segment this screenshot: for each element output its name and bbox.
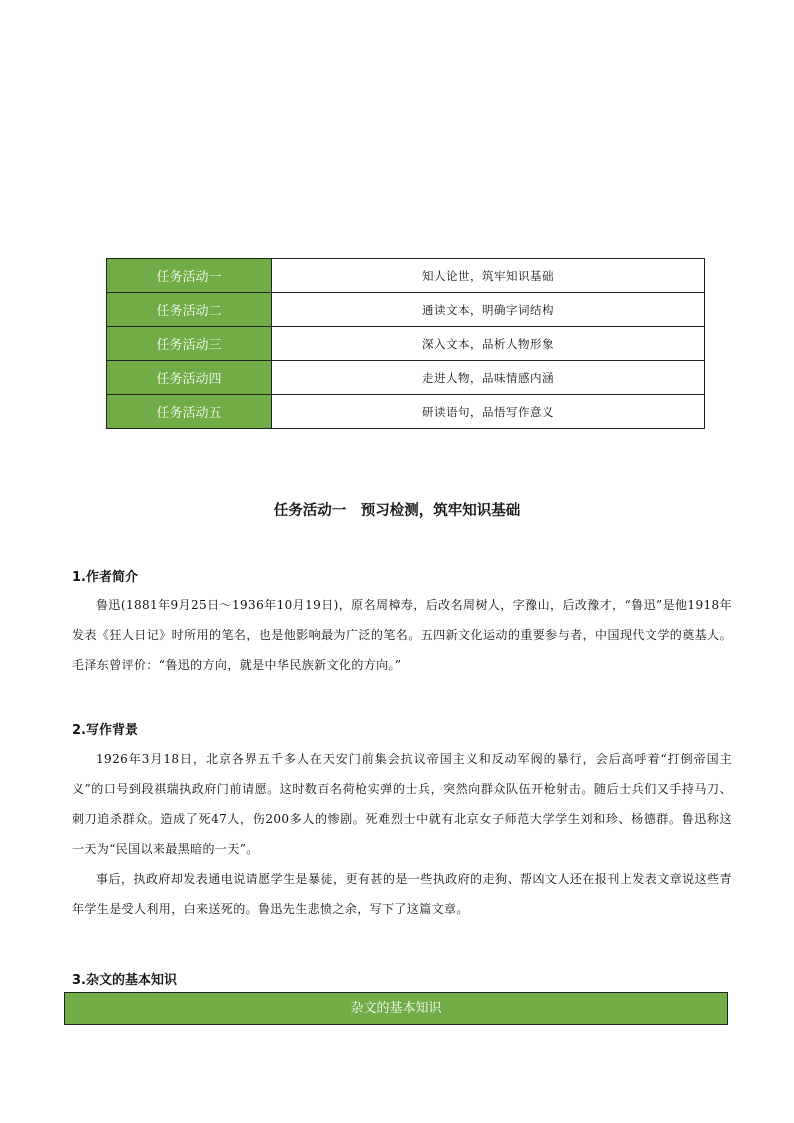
table-row (107, 293, 705, 327)
background-heading: 2.写作背景 (72, 723, 138, 738)
table-row (107, 361, 705, 395)
task-desc: 研读语句，品悟写作意义 (272, 395, 705, 429)
author-paragraph: 鲁迅(1881年9月25日～1936年10月19日)，原名周樟寿，后改名周树人，字豫山，后改豫才，“鲁迅”是他1918年发表《狂人日记》时所用的笔名，也是他影响最为广泛的笔名。五四新文化运动的重要参与者，中国现代文学的奠基人。毛泽东曾评价：“鲁迅的方向，就是中华民族新文化的方向。” (72, 598, 732, 672)
task-desc: 通读文本，明确字词结构 (272, 293, 705, 327)
author-heading: 1.作者简介 (72, 570, 138, 585)
task-label: 任务活动二 (107, 293, 272, 327)
table-row (107, 327, 705, 361)
task-label: 任务活动一 (107, 259, 272, 293)
task-label: 任务活动三 (107, 327, 272, 361)
task-desc: 深入文本，品析人物形象 (272, 327, 705, 361)
task-activity-table (106, 258, 705, 429)
task-desc: 走进人物，品味情感内涵 (272, 361, 705, 395)
task-label: 任务活动四 (107, 361, 272, 395)
essay-table-header: 杂文的基本知识 (64, 992, 728, 1025)
table-row (107, 259, 705, 293)
task-label: 任务活动五 (107, 395, 272, 429)
table-row (107, 395, 705, 429)
task-desc: 知人论世，筑牢知识基础 (272, 259, 705, 293)
essay-heading: 3.杂文的基本知识 (72, 973, 177, 988)
background-paragraph-1: 1926年3月18日，北京各界五千多人在天安门前集会抗议帝国主义和反动军阀的暴行，会后高呼着“打倒帝国主义”的口号到段祺瑞执政府门前请愿。这时数百名荷枪实弹的士兵，突然向群众队伍开枪射击。随后士兵们又手持马刀、刺刀追杀群众。造成了死47人，伤200多人的惨剧。死难烈士中就有北京女子师范大学学生刘和珍、杨德群。鲁迅称这一天为“民国以来最黑暗的一天”。 (72, 752, 732, 856)
background-paragraph-2: 事后，执政府却发表通电说请愿学生是暴徒，更有甚的是一些执政府的走狗、帮凶文人还在报刊上发表文章说这些青年学生是受人利用，白来送死的。鲁迅先生悲愤之余，写下了这篇文章。 (72, 872, 732, 916)
section-title: 任务活动一 预习检测，筑牢知识基础 (273, 503, 521, 519)
